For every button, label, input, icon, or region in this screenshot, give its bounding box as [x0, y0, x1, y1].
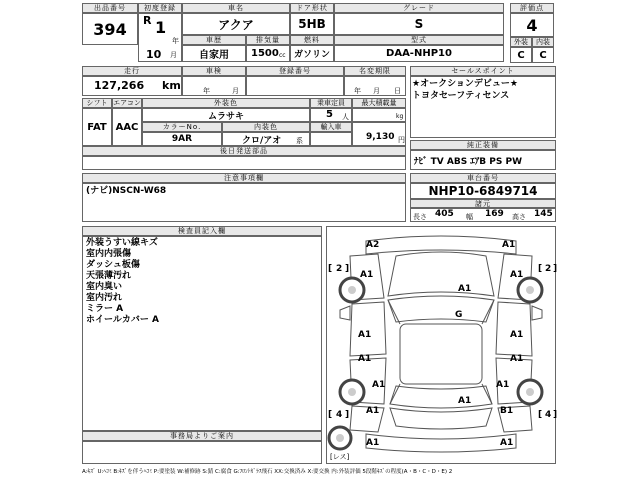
sales-header: セールスポイント: [410, 66, 556, 76]
interior-grade: C: [532, 47, 554, 63]
inspection-header: 車検: [182, 66, 246, 76]
notes-text: (ナビ)NSCN-W68: [86, 186, 167, 196]
left-mirror-outline: [340, 306, 350, 320]
interior-color: クロ/アオ: [242, 136, 282, 146]
length: 405: [435, 209, 454, 219]
grade: S: [334, 13, 504, 35]
price: 9,130: [366, 132, 395, 142]
price-unit: 円: [398, 136, 405, 144]
front-bumper-outline: [366, 236, 516, 254]
damage-mark: A1: [366, 406, 380, 416]
era: R: [143, 14, 152, 27]
year-num: 1: [155, 18, 167, 37]
damage-mark: A1: [502, 240, 516, 250]
rename-day: 日: [394, 87, 401, 95]
height-label: 高さ: [512, 213, 526, 221]
inspector-note-line: 天張薄汚れ: [86, 271, 132, 281]
width-label: 幅: [466, 213, 473, 221]
score-header: 評価点: [510, 3, 554, 13]
lot-number: 394: [82, 13, 138, 45]
int-color-header: 内装色: [222, 122, 310, 132]
capacity: 5: [326, 109, 333, 120]
damage-mark: G: [455, 310, 463, 320]
int-color-unit: 系: [296, 137, 303, 145]
tire-bracket-open: [: [328, 410, 333, 420]
windshield-outline: [388, 296, 494, 322]
int-header: 内装: [532, 37, 554, 47]
rename-month: 月: [373, 87, 380, 95]
fuel-header: 燃料: [290, 35, 334, 45]
fuel: ガソリン: [290, 45, 334, 62]
ext-header: 外装: [510, 37, 532, 47]
notes-header: 注意事項欄: [82, 173, 406, 183]
inspector-note-line: ダッシュ板傷: [86, 260, 140, 270]
load-unit: kg: [396, 113, 404, 120]
legend: A:ｷｽﾞ U:ﾍｺﾐ B:ｷｽﾞを伴うﾍｺﾐ P:要塗装 W:補修跡 S:錆 C:腐食 G:ﾌﾛﾝﾄｶﾞﾗｽ飛石 XX:交換済み X:要交換 内:外装評価 5段階ｷｽﾞの程度(A・B・C・D・E) 2: [82, 469, 453, 475]
import-cell: [310, 132, 352, 146]
lot-header: 出品番号: [82, 3, 138, 13]
plate-header: 登録番号: [246, 66, 344, 76]
damage-mark: A2: [366, 240, 380, 250]
damage-mark: A1: [366, 438, 380, 448]
hood-outline: [388, 252, 494, 296]
specs-header: 諸元: [410, 199, 556, 208]
grade-header: グレード: [334, 3, 504, 13]
tire-bracket-close: ]: [553, 264, 558, 274]
tire-depth-rear-left: 4: [336, 410, 343, 420]
roof-outline: [400, 324, 482, 384]
shift: FAT: [82, 108, 112, 146]
damage-mark: A1: [358, 330, 372, 340]
tire-depth-front-left: 2: [336, 264, 343, 274]
model-code: DAA-NHP10: [334, 45, 504, 62]
rear-window-outline: [390, 386, 492, 408]
mileage-unit: km: [162, 79, 181, 92]
inspector-notes: [86, 238, 316, 326]
inspector-note-line: 室内汚れ: [86, 293, 123, 303]
use-header: 車歴: [182, 35, 246, 45]
tire-bracket-open: [: [538, 410, 543, 420]
color-number: 9AR: [142, 132, 222, 146]
chassis-number: NHP10-6849714: [410, 183, 556, 199]
use: 自家用: [182, 45, 246, 62]
aftermarket-header: 後日発送部品: [82, 146, 406, 156]
door-header: ドア形状: [290, 3, 334, 13]
displacement: 1500: [251, 48, 279, 59]
ac-header: エアコン: [113, 99, 141, 107]
month-unit: 月: [170, 51, 177, 59]
left-front-door-outline: [350, 302, 386, 356]
inspector-note-line: 外装うすい線キズ: [86, 238, 158, 248]
inspector-header: 検査員記入欄: [82, 226, 322, 236]
car-diagram: [326, 226, 556, 464]
aftermarket-cell: [82, 156, 406, 170]
capacity-unit: 人: [342, 113, 349, 121]
rename-header: 名変期限: [344, 66, 406, 76]
tire-bracket-open: [: [328, 264, 333, 274]
air-conditioner: AAC: [112, 108, 142, 146]
door-type: 5HB: [290, 13, 334, 35]
office-cell: [82, 441, 322, 464]
damage-mark: B1: [500, 406, 514, 416]
year-unit: 年: [172, 37, 179, 45]
inspection-year: 年: [203, 87, 210, 95]
damage-mark: A1: [510, 270, 524, 280]
inspection-month: 月: [232, 87, 239, 95]
sales-line-2: トヨタセーフティセンス: [412, 91, 510, 101]
damage-mark: A1: [510, 330, 524, 340]
tire-depth-rear-right: 4: [545, 410, 552, 420]
damage-mark: A1: [358, 354, 372, 364]
inspector-note-line: 室内内張傷: [86, 249, 132, 259]
month-num: 10: [146, 48, 162, 61]
tire-bracket-close: ]: [553, 410, 558, 420]
exterior-grade: C: [510, 47, 532, 63]
inspector-note-line: ミラー A: [86, 304, 124, 314]
sales-line-1: ★オークションデビュー★: [412, 79, 518, 89]
damage-mark: A1: [458, 396, 472, 406]
damage-mark: A1: [458, 284, 472, 294]
spare-tire-label: [レス]: [330, 453, 350, 461]
tire-bracket-open: [: [538, 264, 543, 274]
registration-header: 初度登録: [138, 3, 182, 13]
load-header: 最大積載量: [352, 98, 406, 108]
rename-year: 年: [354, 87, 361, 95]
color-no-header: カラーNo.: [142, 122, 222, 132]
right-mirror-outline: [532, 306, 542, 320]
score: 4: [510, 13, 554, 37]
capacity-header: 乗車定員: [310, 98, 352, 108]
genuine-header: 純正装備: [410, 140, 556, 150]
disp-header: 排気量: [246, 35, 290, 45]
mileage-header: 走行: [82, 66, 182, 76]
plate-cell: [246, 76, 344, 96]
genuine-equipment: ﾅﾋﾞ TV ABS ｴｱB PS PW: [414, 157, 523, 167]
right-front-door-outline: [496, 302, 532, 356]
shift-header: シフト: [82, 98, 112, 108]
disp-unit: cc: [279, 52, 286, 59]
tire-bracket-close: ]: [345, 410, 350, 420]
damage-mark: A1: [510, 354, 524, 364]
inspector-note-line: 室内臭い: [86, 282, 123, 292]
damage-mark: A1: [500, 438, 514, 448]
length-label: 長さ: [413, 213, 427, 221]
damage-mark: A1: [496, 380, 510, 390]
trunk-outline: [390, 408, 492, 429]
import-header: 輸入車: [310, 122, 352, 132]
model-header: 型式: [334, 35, 504, 45]
name-header: 車名: [182, 3, 290, 13]
car-name: アクア: [182, 13, 290, 35]
office-header: 事務局よりご案内: [82, 431, 322, 441]
damage-mark: A1: [360, 270, 374, 280]
mileage: 127,266: [94, 79, 145, 92]
chassis-header: 車台番号: [410, 173, 556, 183]
width: 169: [485, 209, 504, 219]
tire-depth-front-right: 2: [545, 264, 552, 274]
exterior-color: ムラサキ: [142, 108, 310, 122]
inspector-note-line: ホイールカバー A: [86, 315, 159, 325]
height: 145: [534, 209, 553, 219]
damage-mark: A1: [372, 380, 386, 390]
rear-bumper-outline: [366, 434, 516, 452]
tire-bracket-close: ]: [345, 264, 350, 274]
color-header: 外装色: [142, 98, 310, 108]
